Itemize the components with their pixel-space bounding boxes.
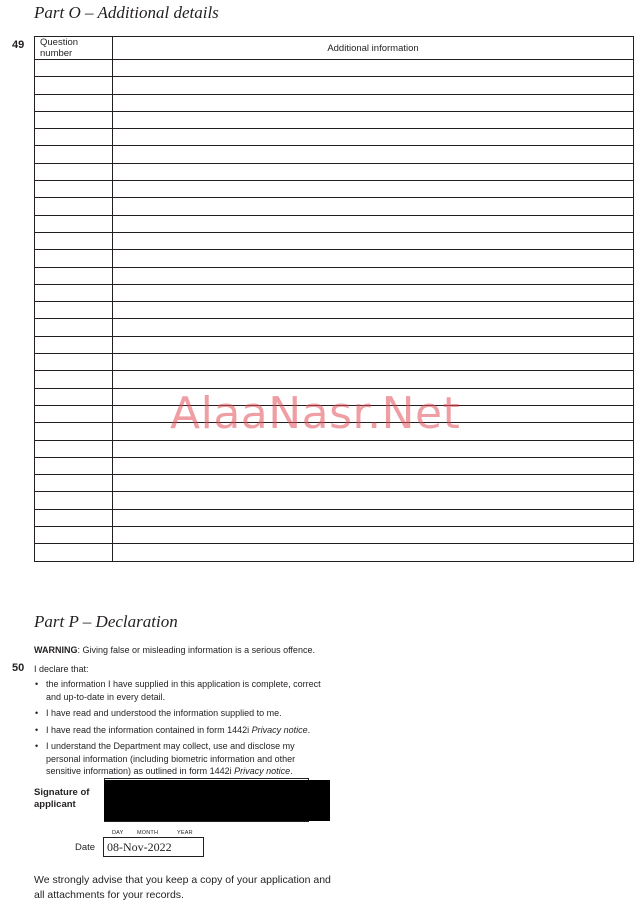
declaration-intro: I declare that:: [34, 664, 89, 674]
additional-details-table: [34, 36, 634, 562]
table-row: [35, 509, 634, 526]
additional-information-cell[interactable]: [113, 319, 634, 336]
date-year-label: YEAR: [177, 830, 193, 836]
table-row: [35, 215, 634, 232]
question-number-cell[interactable]: [35, 492, 113, 509]
question-number-cell[interactable]: [35, 111, 113, 128]
table-row: [35, 250, 634, 267]
additional-information-cell[interactable]: [113, 77, 634, 94]
question-number-cell[interactable]: [35, 250, 113, 267]
additional-information-cell[interactable]: [113, 284, 634, 301]
additional-information-cell[interactable]: [113, 371, 634, 388]
question-number-cell[interactable]: [35, 302, 113, 319]
table-row: [35, 198, 634, 215]
question-number-cell[interactable]: [35, 215, 113, 232]
question-number-cell[interactable]: [35, 146, 113, 163]
table-row: [35, 146, 634, 163]
table-row: [35, 94, 634, 111]
additional-information-cell[interactable]: [113, 181, 634, 198]
additional-information-cell[interactable]: [113, 527, 634, 544]
signature-label: Signature of applicant: [34, 787, 90, 810]
additional-details-rows: [35, 60, 634, 562]
question-number-cell[interactable]: [35, 232, 113, 249]
question-number-cell[interactable]: [35, 371, 113, 388]
additional-information-cell[interactable]: [113, 457, 634, 474]
question-number-cell[interactable]: [35, 284, 113, 301]
question-number-cell[interactable]: [35, 475, 113, 492]
table-row: [35, 319, 634, 336]
table-row: [35, 371, 634, 388]
additional-information-cell[interactable]: [113, 111, 634, 128]
declaration-item: • I have read and understood the information supplied to me.: [34, 707, 324, 720]
additional-information-cell[interactable]: [113, 475, 634, 492]
date-label: Date: [75, 842, 96, 853]
question-number-cell[interactable]: [35, 129, 113, 146]
question-number-cell[interactable]: [35, 405, 113, 422]
question-number-cell[interactable]: [35, 198, 113, 215]
question-number-cell[interactable]: [35, 319, 113, 336]
table-row: [35, 60, 634, 77]
additional-information-cell[interactable]: [113, 60, 634, 77]
table-row: [35, 475, 634, 492]
question-number-cell[interactable]: [35, 457, 113, 474]
additional-information-cell[interactable]: [113, 509, 634, 526]
table-row: [35, 284, 634, 301]
question-number-cell[interactable]: [35, 544, 113, 561]
additional-information-cell[interactable]: [113, 215, 634, 232]
table-row: [35, 440, 634, 457]
question-number-cell[interactable]: [35, 423, 113, 440]
additional-information-cell[interactable]: [113, 146, 634, 163]
warning-label: WARNING: [34, 645, 78, 655]
declaration-list: [34, 678, 324, 782]
table-row: [35, 129, 634, 146]
column-header-additional-information: Additional information: [113, 37, 634, 60]
signature-redaction: [104, 780, 330, 821]
part-o-title: Part O – Additional details: [34, 3, 219, 22]
declaration-item: • I have read the information contained in form 1442i Privacy notice.: [34, 724, 324, 737]
date-day-label: DAY: [112, 830, 124, 836]
warning-message: : Giving false or misleading information is a serious offence.: [77, 645, 315, 655]
question-number-cell[interactable]: [35, 181, 113, 198]
question-number-cell[interactable]: [35, 388, 113, 405]
table-row: [35, 492, 634, 509]
additional-information-cell[interactable]: [113, 492, 634, 509]
additional-information-cell[interactable]: [113, 94, 634, 111]
table-row: [35, 181, 634, 198]
question-number-cell[interactable]: [35, 440, 113, 457]
declaration-item: • I understand the Department may collect, use and disclose my personal information (including biometric information and other sensitive information) as outlined in form 1442i Privacy notice.: [34, 740, 324, 778]
table-row: [35, 354, 634, 371]
additional-information-cell[interactable]: [113, 129, 634, 146]
question-number-cell[interactable]: [35, 60, 113, 77]
table-row: [35, 544, 634, 561]
advice-text: We strongly advise that you keep a copy of your application and all attachments for your records.: [34, 874, 331, 901]
additional-information-cell[interactable]: [113, 267, 634, 284]
question-number-cell[interactable]: [35, 336, 113, 353]
question-number-cell[interactable]: [35, 77, 113, 94]
additional-information-cell[interactable]: [113, 250, 634, 267]
question-number-cell[interactable]: [35, 267, 113, 284]
additional-information-cell[interactable]: [113, 163, 634, 180]
table-row: [35, 302, 634, 319]
declaration-item: • the information I have supplied in this application is complete, correct and up-to-date in every detail.: [34, 678, 324, 703]
date-field[interactable]: 08-Nov-2022: [103, 837, 204, 857]
additional-information-cell[interactable]: [113, 354, 634, 371]
table-row: [35, 457, 634, 474]
question-number-cell[interactable]: [35, 94, 113, 111]
question-number-cell[interactable]: [35, 509, 113, 526]
question-number-50: 50: [12, 662, 25, 674]
additional-information-cell[interactable]: [113, 232, 634, 249]
column-header-question-number: Question number: [35, 37, 113, 60]
table-row: [35, 527, 634, 544]
warning-text: [34, 644, 315, 657]
table-row: [35, 77, 634, 94]
date-month-label: MONTH: [137, 830, 159, 836]
table-row: [35, 267, 634, 284]
part-p-title: Part P – Declaration: [34, 612, 178, 631]
additional-information-cell[interactable]: [113, 198, 634, 215]
question-number-49: 49: [12, 39, 25, 51]
watermark: AlaaNasr.Net: [170, 388, 461, 439]
additional-information-cell[interactable]: [113, 440, 634, 457]
additional-information-cell[interactable]: [113, 336, 634, 353]
additional-information-cell[interactable]: [113, 302, 634, 319]
question-number-cell[interactable]: [35, 527, 113, 544]
additional-information-cell[interactable]: [113, 544, 634, 561]
table-row: [35, 111, 634, 128]
table-row: [35, 232, 634, 249]
question-number-cell[interactable]: [35, 354, 113, 371]
table-row: [35, 163, 634, 180]
question-number-cell[interactable]: [35, 163, 113, 180]
table-row: [35, 336, 634, 353]
